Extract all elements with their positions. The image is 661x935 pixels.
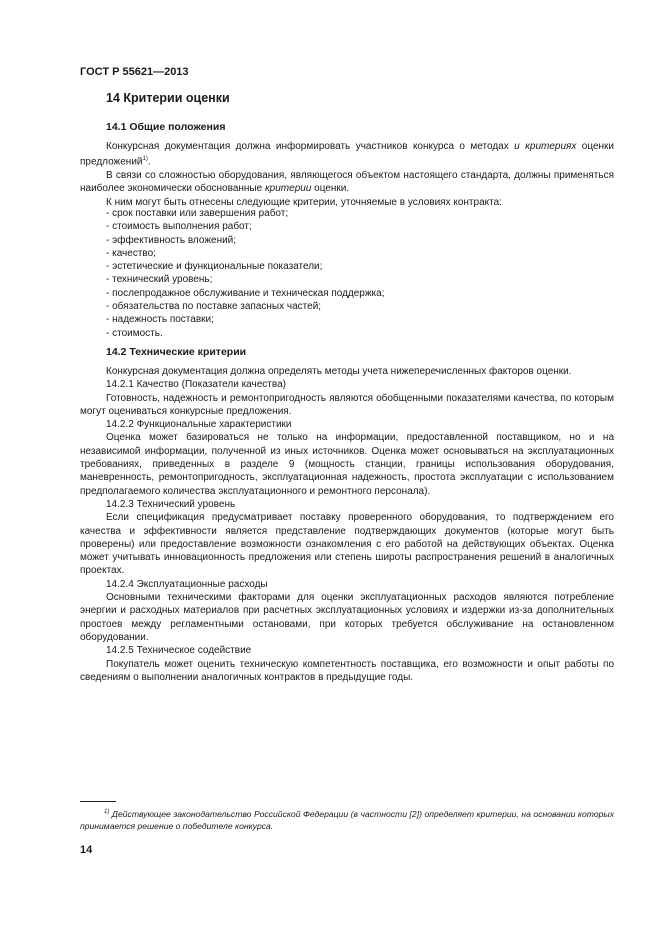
paragraph: Готовность, надежность и ремонтопригодность являются обобщенными показателями качества, по которым могут оцениваться конкурсные предложения. (80, 392, 614, 417)
paragraph: Если спецификация предусматривает поставку проверенного оборудования, то подтверждением его качества и эффективности является представление подтверждающих документов (которые могут быть проверены) или предоставление возможности ознакомления с его работой на действующих объектах. Оценка может учитывать инновационность предложения или степень широты распространения решений в аналогичных проектах. (80, 512, 614, 577)
paragraph: Оценка может базироваться не только на информации, предоставленной поставщиком, но и на независимой информации, полученной из иных источников. Оценка может основываться на эксплуатационных требованиях, приведенных в разделе 9 (мощность станции, границы использования оборудования, маневренность, ремонтопригодность, эксплуатационная надежность, простота эксплуатации с использованием предполагаемого количества эксплуатационного и ремонтного персонала). (80, 432, 614, 497)
paragraph (80, 140, 614, 169)
subsection-title-14-2: 14.2 Технические критерии (106, 346, 247, 358)
subheading-14-2-1: 14.2.1 Качество (Показатели качества) (106, 379, 286, 391)
section-title: 14 Критерии оценки (106, 91, 230, 105)
text-run: Конкурсная документация должна информировать участников конкурса о методах (106, 141, 515, 152)
subheading-14-2-4: 14.2.4 Эксплуатационные расходы (106, 578, 268, 590)
text-run: оценки. (311, 183, 350, 195)
list-item: - надежность поставки; (106, 314, 214, 326)
text-run: оценки предложений (80, 141, 615, 168)
paragraph: Покупатель может оценить техническую компетентность поставщика, его возможности и опыт работы по сведениям о выполнении аналогичных контрактов в предыдущие годы. (80, 658, 614, 683)
list-item: - срок поставки или завершения работ; (106, 208, 289, 219)
footnote-paragraph (80, 806, 614, 833)
subsection-title-14-1: 14.1 Общие положения (106, 121, 226, 133)
section-14-2-body (80, 365, 614, 684)
list-item: - стоимость выполнения работ; (106, 221, 252, 233)
italic-text: критерии (264, 183, 312, 195)
document-header: ГОСТ Р 55621—2013 (80, 66, 189, 78)
footnote-text: Действующее законодательство Российской Федерации (в частности [2]) определяет критерии, на основании которых принимается решение о победителе конкурса. (80, 808, 615, 832)
list-item: - качество; (106, 247, 156, 259)
paragraph: Конкурсная документация должна определять методы учета нижеперечисленных факторов оценки. (106, 366, 572, 377)
subheading-14-2-2: 14.2.2 Функциональные характеристики (106, 419, 292, 431)
italic-text: и критериях (514, 141, 577, 152)
list-item: - обязательства по поставке запасных частей; (106, 301, 322, 313)
text-run: . (147, 156, 151, 168)
paragraph: К ним могут быть отнесены следующие критерии, уточняемые в условиях контракта: (106, 196, 502, 208)
list-item: - технический уровень; (106, 274, 213, 286)
footnote-separator (80, 801, 116, 802)
subheading-14-2-5: 14.2.5 Техническое содействие (106, 645, 252, 657)
paragraph: Основными техническими факторами для оценки эксплуатационных расходов являются потребление энергии и расходных материалов при расчетных эксплуатационных условиях и издержки из-за дополнительных простоев между регламентными остановами, при которых требуется обслуживание на остановленном оборудовании. (80, 592, 614, 643)
list-item: - эффективность вложений; (106, 234, 237, 246)
paragraph (80, 169, 614, 196)
footnote (80, 806, 614, 833)
text-run: В связи со сложностью оборудования, являющегося объектом настоящего стандарта, должны применяться наиболее экономически обоснованные (80, 169, 614, 195)
footnote-ref: 1) (142, 156, 148, 163)
subheading-14-2-3: 14.2.3 Технический уровень (106, 498, 236, 510)
paragraph-14-1-intro (80, 140, 614, 209)
page-number: 14 (80, 844, 93, 856)
list-item: - эстетические и функциональные показатели; (106, 261, 323, 273)
list-item: - послепродажное обслуживание и техническая поддержка; (106, 287, 385, 299)
list-item: - стоимость. (106, 327, 163, 339)
criteria-list (106, 207, 385, 340)
footnote-mark: 1) (104, 809, 110, 815)
